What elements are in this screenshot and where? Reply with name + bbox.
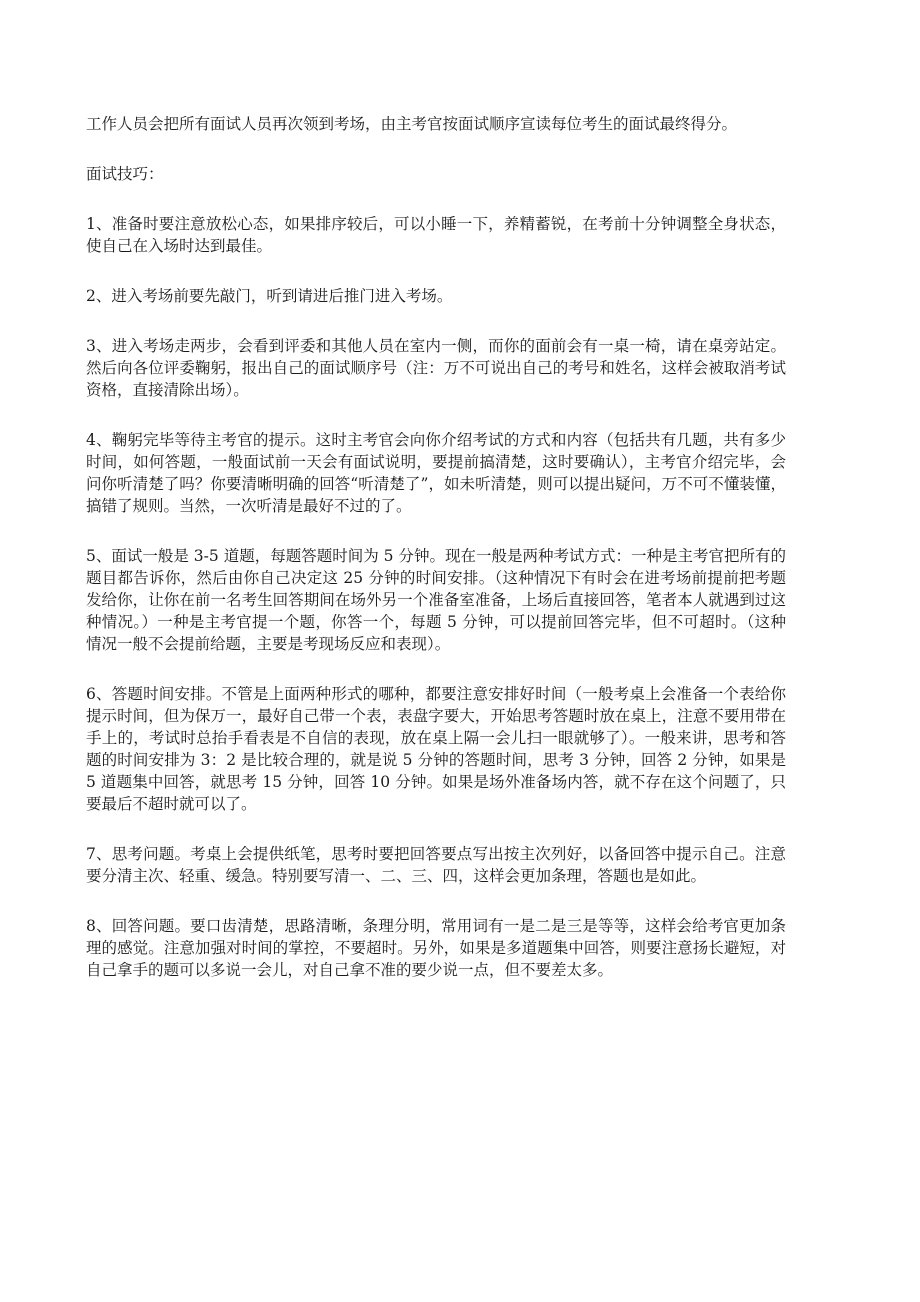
- tip-paragraph-6: 6、答题时间安排。不管是上面两种形式的哪种，都要注意安排好时间（一般考桌上会准备一个表给你提示时间，但为保万一，最好自己带一个表，表盘字要大，开始思考答题时放在桌上，注意不要用带在手上的，考试时总抬手看表是不自信的表现，放在桌上隔一会儿扫一眼就够了）。一般来讲，思考和答题的时间安排为 3：2 是比较合理的，就是说 5 分钟的答题时间，思考 3 分钟，回答 2 分钟，如果是 5 道题集中回答，就思考 15 分钟，回答 10 分钟。如果是场外准备场内答，就不存在这个问题了，只要最后不超时就可以了。: [86, 685, 786, 813]
- tip-paragraph-2: 2、进入考场前要先敲门，听到请进后推门进入考场。: [86, 287, 453, 305]
- tip-paragraph-5: 5、面试一般是 3-5 道题，每题答题时间为 5 分钟。现在一般是两种考试方式：一种是主考官把所有的题目都告诉你，然后由你自己决定这 25 分钟的时间安排。（这种情况下有时会在进考场前提前把考题发给你，让你在前一名考生回答期间在场外另一个准备室准备，上场后直接回答，笔者本人就遇到过这种情况。）一种是主考官提一个题，你答一个，每题 5 分钟，可以提前回答完毕，但不可超时。（这种情况一般不会提前给题，主要是考现场反应和表现）。: [86, 547, 786, 653]
- tip-paragraph-4: 4、鞠躬完毕等待主考官的提示。这时主考官会向你介绍考试的方式和内容（包括共有几题，共有多少时间，如何答题，一般面试前一天会有面试说明，要提前搞清楚，这时要确认），主考官介绍完毕，会问你听清楚了吗？你要清晰明确的回答“听清楚了”，如未听清楚，则可以提出疑问，万不可不懂装懂，搞错了规则。当然，一次听清是最好不过的了。: [86, 431, 786, 515]
- tip-paragraph-3: 3、进入考场走两步，会看到评委和其他人员在室内一侧，而你的面前会有一桌一椅，请在桌旁站定。然后向各位评委鞠躬，报出自己的面试顺序号（注：万不可说出自己的考号和姓名，这样会被取消考试资格，直接清除出场）。: [86, 337, 786, 399]
- intro-paragraph: 工作人员会把所有面试人员再次领到考场，由主考官按面试顺序宣读每位考生的面试最终得分。: [86, 115, 738, 133]
- tip-paragraph-1: 1、准备时要注意放松心态，如果排序较后，可以小睡一下，养精蓄锐，在考前十分钟调整全身状态，使自己在入场时达到最佳。: [86, 215, 786, 255]
- tip-paragraph-7: 7、思考问题。考桌上会提供纸笔，思考时要把回答要点写出按主次列好，以备回答中提示自己。注意要分清主次、轻重、缓急。特别要写清一、二、三、四，这样会更加条理，答题也是如此。: [86, 845, 786, 885]
- document-body: [86, 113, 786, 1009]
- tip-paragraph-8: 8、回答问题。要口齿清楚，思路清晰，条理分明，常用词有一是二是三是等等，这样会给考官更加条理的感觉。注意加强对时间的掌控，不要超时。另外，如果是多道题集中回答，则要注意扬长避短，对自己拿手的题可以多说一会儿，对自己拿不准的要少说一点，但不要差太多。: [86, 917, 786, 979]
- section-heading: 面试技巧：: [86, 165, 164, 183]
